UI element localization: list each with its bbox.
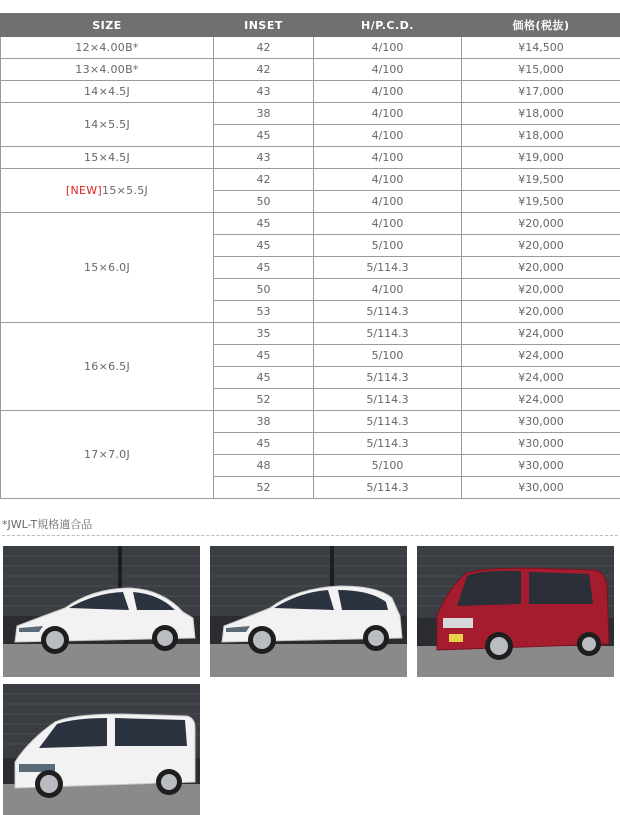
pcd-cell: 4/100 — [314, 81, 462, 103]
pcd-cell: 4/100 — [314, 125, 462, 147]
inset-cell: 50 — [214, 191, 314, 213]
price-cell: ¥20,000 — [462, 301, 620, 323]
pcd-cell: 5/114.3 — [314, 477, 462, 499]
inset-cell: 38 — [214, 103, 314, 125]
pcd-cell: 4/100 — [314, 191, 462, 213]
price-cell: ¥20,000 — [462, 213, 620, 235]
new-badge: [NEW] — [65, 184, 103, 197]
price-cell: ¥19,500 — [462, 191, 620, 213]
table-row — [1, 37, 620, 59]
size-label: 14×4.5J — [83, 85, 131, 98]
pcd-cell: 4/100 — [314, 59, 462, 81]
pcd-cell: 5/114.3 — [314, 301, 462, 323]
size-cell — [1, 169, 214, 213]
size-cell — [1, 37, 214, 59]
header-price: 価格(税抜) — [462, 14, 620, 37]
table-row — [1, 169, 620, 191]
pcd-cell: 5/114.3 — [314, 367, 462, 389]
inset-cell: 42 — [214, 169, 314, 191]
size-cell — [1, 81, 214, 103]
pcd-cell: 5/114.3 — [314, 389, 462, 411]
size-label: 16×6.5J — [83, 360, 131, 373]
pcd-cell: 5/100 — [314, 345, 462, 367]
size-cell — [1, 411, 214, 499]
size-label: 15×5.5J — [102, 184, 149, 197]
table-row — [1, 213, 620, 235]
pcd-cell: 4/100 — [314, 103, 462, 125]
inset-cell: 43 — [214, 147, 314, 169]
price-cell: ¥18,000 — [462, 125, 620, 147]
inset-cell: 52 — [214, 477, 314, 499]
pcd-cell: 5/114.3 — [314, 433, 462, 455]
inset-cell: 50 — [214, 279, 314, 301]
white-hatchback-photo — [3, 546, 200, 677]
price-cell: ¥30,000 — [462, 477, 620, 499]
inset-cell: 52 — [214, 389, 314, 411]
white-minivan-photo — [3, 684, 200, 815]
dashed-divider — [2, 535, 618, 536]
size-cell — [1, 59, 214, 81]
price-cell: ¥15,000 — [462, 59, 620, 81]
inset-cell: 43 — [214, 81, 314, 103]
wagon-car-image — [210, 546, 407, 677]
inset-cell: 42 — [214, 59, 314, 81]
table-row — [1, 411, 620, 433]
wheel-spec-table — [0, 13, 620, 499]
size-cell — [1, 103, 214, 147]
table-row — [1, 147, 620, 169]
price-cell: ¥19,000 — [462, 147, 620, 169]
size-cell — [1, 213, 214, 323]
minivan-car-image — [3, 684, 200, 815]
inset-cell: 53 — [214, 301, 314, 323]
price-cell: ¥20,000 — [462, 235, 620, 257]
price-cell: ¥24,000 — [462, 389, 620, 411]
price-cell: ¥20,000 — [462, 257, 620, 279]
white-wagon-photo — [210, 546, 407, 677]
pcd-cell: 5/100 — [314, 235, 462, 257]
jwl-t-note: *JWL-T規格適合品 — [2, 518, 93, 531]
pcd-cell: 4/100 — [314, 279, 462, 301]
price-cell: ¥18,000 — [462, 103, 620, 125]
header-pcd: H/P.C.D. — [314, 14, 462, 37]
pcd-cell: 5/114.3 — [314, 257, 462, 279]
price-cell: ¥20,000 — [462, 279, 620, 301]
inset-cell: 42 — [214, 37, 314, 59]
table-body — [1, 37, 620, 499]
inset-cell: 35 — [214, 323, 314, 345]
kei-car-image — [417, 546, 614, 677]
inset-cell: 45 — [214, 235, 314, 257]
inset-cell: 45 — [214, 345, 314, 367]
pcd-cell: 4/100 — [314, 169, 462, 191]
price-cell: ¥17,000 — [462, 81, 620, 103]
inset-cell: 45 — [214, 125, 314, 147]
price-cell: ¥30,000 — [462, 411, 620, 433]
pcd-cell: 4/100 — [314, 37, 462, 59]
pcd-cell: 5/114.3 — [314, 323, 462, 345]
header-inset: INSET — [214, 14, 314, 37]
price-cell: ¥24,000 — [462, 345, 620, 367]
table-row — [1, 59, 620, 81]
price-cell: ¥24,000 — [462, 323, 620, 345]
pcd-cell: 4/100 — [314, 213, 462, 235]
inset-cell: 45 — [214, 257, 314, 279]
pcd-cell: 4/100 — [314, 147, 462, 169]
price-cell: ¥19,500 — [462, 169, 620, 191]
pcd-cell: 5/114.3 — [314, 411, 462, 433]
size-label: 15×4.5J — [83, 151, 131, 164]
table-row — [1, 103, 620, 125]
table-header-row — [1, 14, 620, 37]
header-size: SIZE — [1, 14, 214, 37]
inset-cell: 48 — [214, 455, 314, 477]
price-cell: ¥30,000 — [462, 433, 620, 455]
pcd-cell: 5/100 — [314, 455, 462, 477]
size-label: 15×6.0J — [83, 261, 131, 274]
size-label: 14×5.5J — [83, 118, 131, 131]
size-cell — [1, 323, 214, 411]
inset-cell: 45 — [214, 433, 314, 455]
size-label: 13×4.00B* — [75, 63, 139, 76]
hatchback-car-image — [3, 546, 200, 677]
inset-cell: 45 — [214, 213, 314, 235]
price-cell: ¥24,000 — [462, 367, 620, 389]
price-cell: ¥30,000 — [462, 455, 620, 477]
size-label: 17×7.0J — [83, 448, 131, 461]
size-cell — [1, 147, 214, 169]
inset-cell: 38 — [214, 411, 314, 433]
price-cell: ¥14,500 — [462, 37, 620, 59]
table-row — [1, 323, 620, 345]
red-kei-car-photo — [417, 546, 614, 677]
size-label: 12×4.00B* — [75, 41, 139, 54]
inset-cell: 45 — [214, 367, 314, 389]
table-row — [1, 81, 620, 103]
